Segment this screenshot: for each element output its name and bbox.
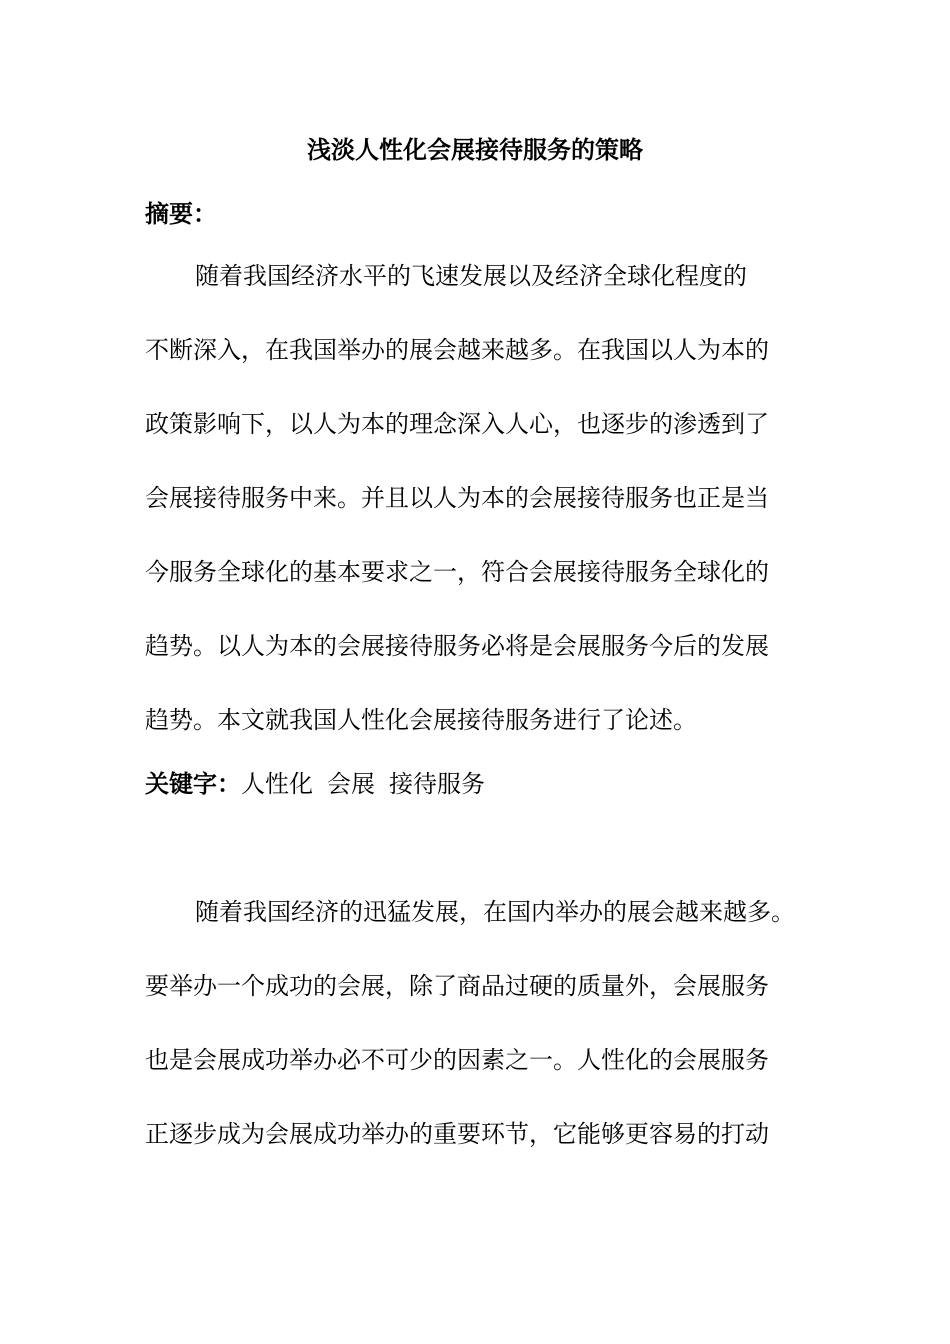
abstract-line: 随着我国经济水平的飞速发展以及经济全球化程度的 <box>195 262 747 290</box>
keyword-item: 人性化 <box>241 770 313 798</box>
abstract-paragraph <box>145 258 825 776</box>
abstract-line: 今服务全球化的基本要求之一，符合会展接待服务全球化的 <box>145 558 769 586</box>
body-line: 也是会展成功举办必不可少的因素之一。人性化的会展服务 <box>145 1046 769 1074</box>
keyword-item: 接待服务 <box>389 770 485 798</box>
abstract-line: 不断深入，在我国举办的展会越来越多。在我国以人为本的 <box>145 336 769 364</box>
document-title: 浅淡人性化会展接待服务的策略 <box>307 135 643 164</box>
abstract-label: 摘要： <box>145 199 217 228</box>
abstract-line: 政策影响下，以人为本的理念深入人心，也逐步的渗透到了 <box>145 410 769 438</box>
body-paragraph <box>145 894 825 1190</box>
keyword-item: 会展 <box>327 770 375 798</box>
body-line: 正逐步成为会展成功举办的重要环节，它能够更容易的打动 <box>145 1120 769 1148</box>
abstract-line: 趋势。以人为本的会展接待服务必将是会展服务今后的发展 <box>145 632 769 660</box>
body-line: 随着我国经济的迅猛发展，在国内举办的展会越来越多。 <box>195 898 795 926</box>
keywords-label: 关键字： <box>145 769 241 798</box>
body-line: 要举办一个成功的会展，除了商品过硬的质量外，会展服务 <box>145 972 769 1000</box>
keywords-row <box>145 766 499 802</box>
abstract-line: 会展接待服务中来。并且以人为本的会展接待服务也正是当 <box>145 484 769 512</box>
abstract-line: 趋势。本文就我国人性化会展接待服务进行了论述。 <box>145 706 697 734</box>
